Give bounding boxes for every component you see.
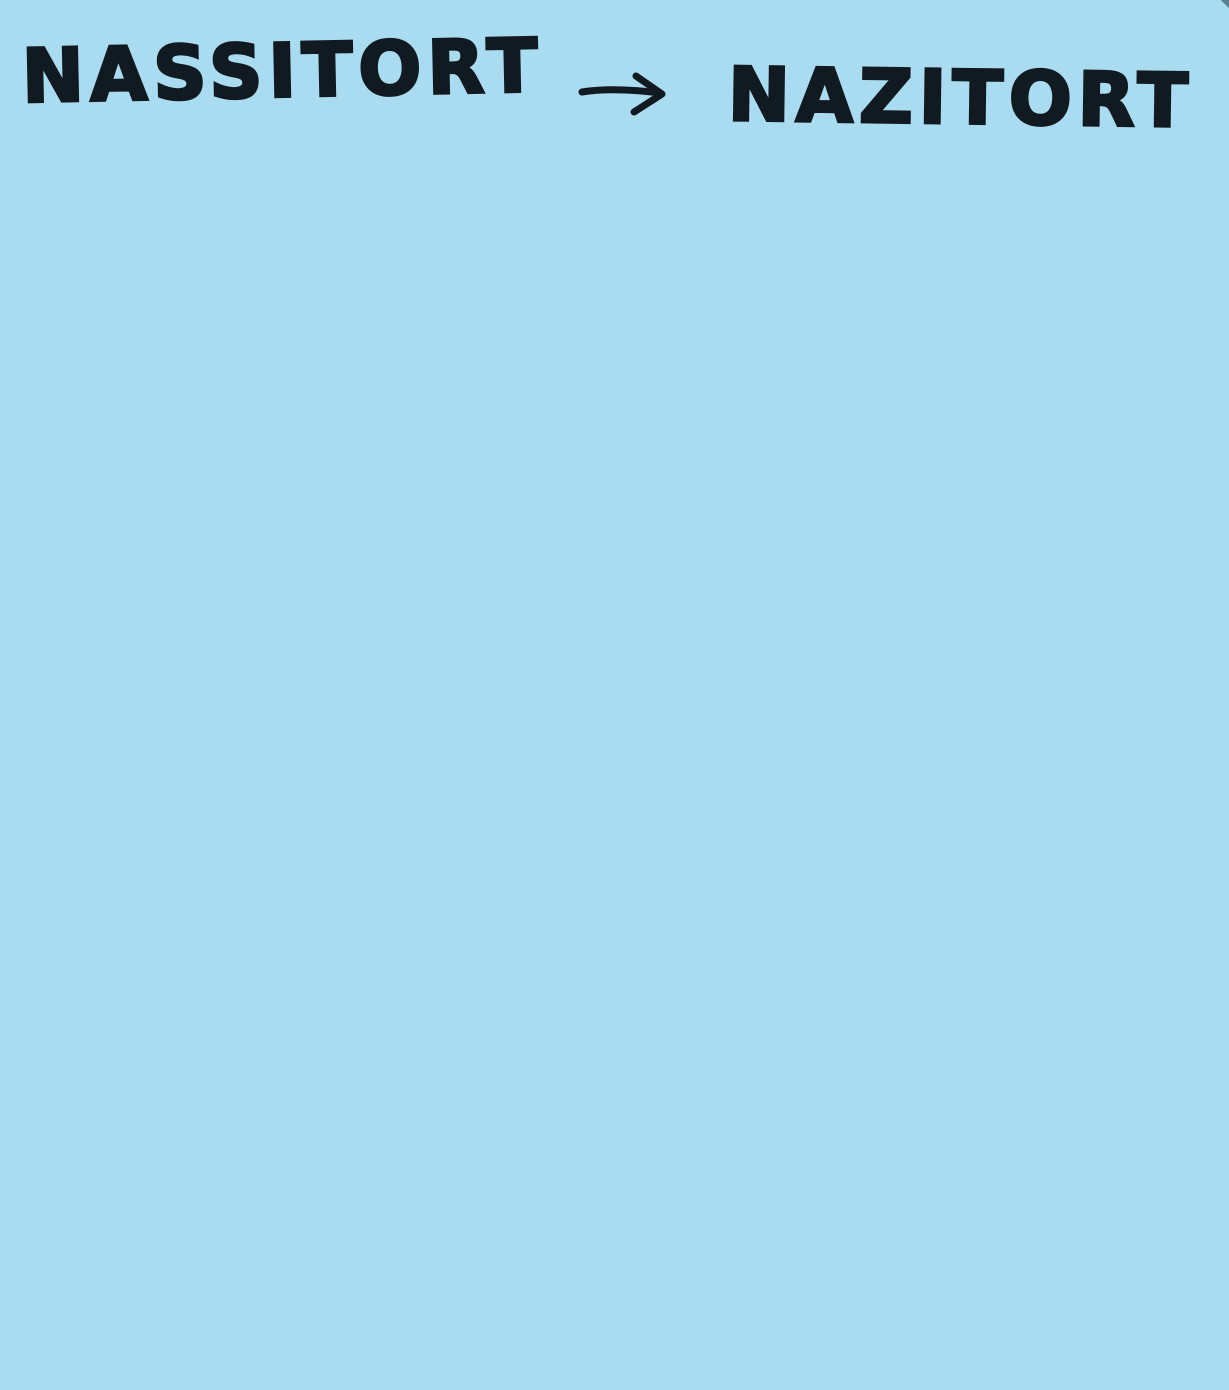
changed-word: NAZITORT: [727, 52, 1195, 145]
original-word: NASSITORT: [21, 23, 545, 120]
right-arrow-icon: [578, 70, 670, 118]
note-corner: [1219, 0, 1229, 10]
